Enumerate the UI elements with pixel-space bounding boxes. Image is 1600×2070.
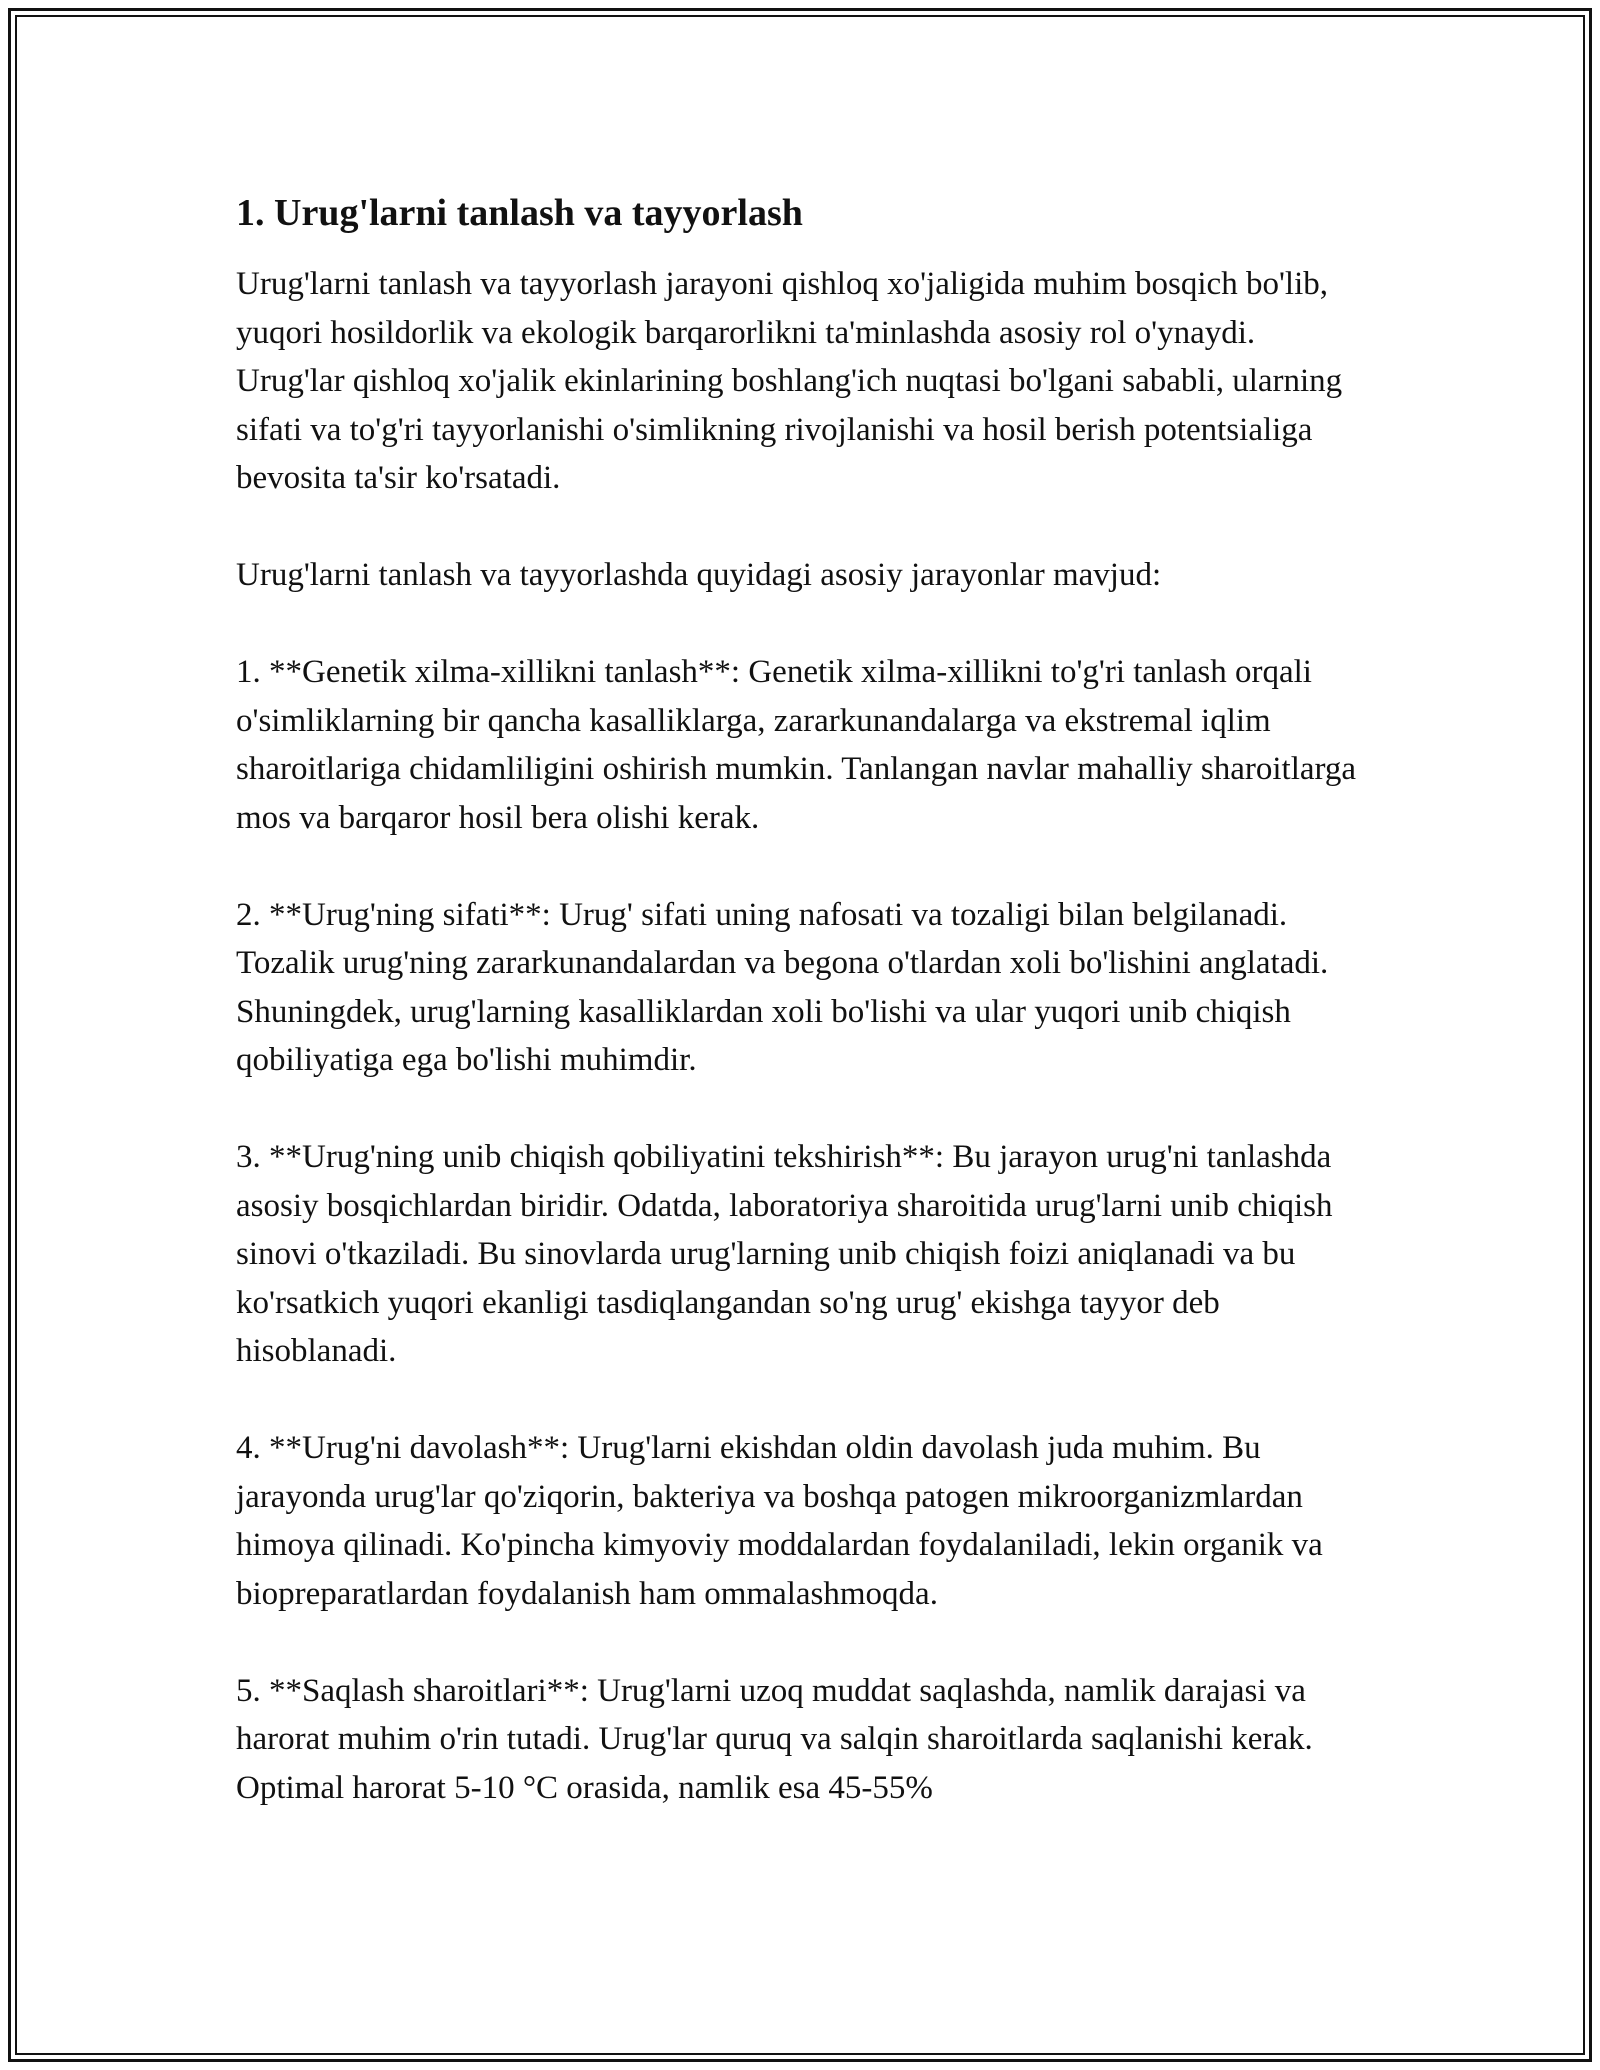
section-heading: 1. Urug'larni tanlash va tayyorlash — [236, 192, 803, 234]
list-item-seed-treatment: 4. **Urug'ni davolash**: Urug'larni ekishdan oldin davolash juda muhim. Bu jarayonda urug'lar qo'ziqorin, bakteriya va boshqa patogen mikroorganizmlardan himoya qilinadi. Ko'pincha kimyoviy moddalardan foydalaniladi, lekin organik va biopreparatlardan foydalanish ham ommalashmoqda. — [236, 1430, 1323, 1612]
document-body — [236, 188, 1366, 1861]
list-intro-paragraph: Urug'larni tanlash va tayyorlashda quyidagi asosiy jarayonlar mavjud: — [236, 557, 1162, 593]
list-item-seed-quality: 2. **Urug'ning sifati**: Urug' sifati uning nafosati va tozaligi bilan belgilanadi. Tozalik urug'ning zararkunandalardan va begona o'tlardan xoli bo'lishini anglatadi. Shuningdek, urug'larning kasalliklardan xoli bo'lishi va ular yuqori unib chiqish qobiliyatiga ega bo'lishi muhimdir. — [236, 896, 1329, 1078]
intro-paragraph: Urug'larni tanlash va tayyorlash jarayoni qishloq xo'jaligida muhim bosqich bo'lib, yuqori hosildorlik va ekologik barqarorlikni ta'minlashda asosiy rol o'ynaydi. Urug'lar qishloq xo'jalik ekinlarining boshlang'ich nuqtasi bo'lgani sababli, ularning sifati va to'g'ri tayyorlanishi o'simlikning rivojlanishi va hosil berish potentsialiga bevosita ta'sir ko'rsatadi. — [236, 266, 1343, 496]
list-item-storage-conditions: 5. **Saqlash sharoitlari**: Urug'larni uzoq muddat saqlashda, namlik darajasi va harorat muhim o'rin tutadi. Urug'lar quruq va salqin sharoitlarda saqlanishi kerak. Optimal harorat 5-10 °C orasida, namlik esa 45-55% — [236, 1672, 1313, 1806]
list-item-genetic-diversity: 1. **Genetik xilma-xillikni tanlash**: Genetik xilma-xillikni to'g'ri tanlash orqali o'simliklarning bir qancha kasalliklarga, zararkunandalarga va ekstremal iqlim sharoitlariga chidamliligini oshirish mumkin. Tanlangan navlar mahalliy sharoitlarga mos va barqaror hosil bera olishi kerak. — [236, 654, 1357, 836]
list-item-germination-test: 3. **Urug'ning unib chiqish qobiliyatini tekshirish**: Bu jarayon urug'ni tanlashda asosiy bosqichlardan biridir. Odatda, laboratoriya sharoitida urug'larni unib chiqish sinovi o'tkaziladi. Bu sinovlarda urug'larning unib chiqish foizi aniqlanadi va bu ko'rsatkich yuqori ekanligi tasdiqlangandan so'ng urug' ekishga tayyor deb hisoblanadi. — [236, 1139, 1333, 1369]
